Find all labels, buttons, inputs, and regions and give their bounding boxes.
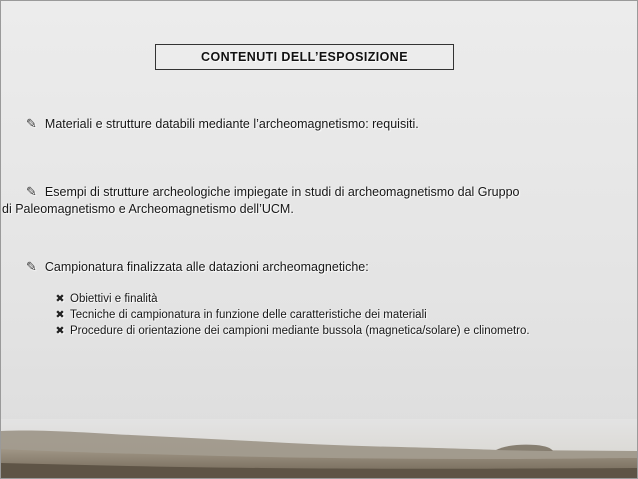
sub-item-1 <box>54 292 158 305</box>
cross-icon: ✖ <box>55 293 65 305</box>
bullet-item-2-text: Esempi di strutture archeologiche impiegate in studi di archeomagnetismo dal Gruppo <box>44 185 520 199</box>
slide-title-box <box>155 44 454 70</box>
pencil-icon: ✎ <box>26 259 37 274</box>
bullet-item-1 <box>26 116 419 132</box>
landscape-image <box>1 419 637 478</box>
bullet-item-2-continuation: di Paleomagnetismo e Archeomagnetismo dell’UCM. <box>2 202 294 216</box>
sub-item-3 <box>54 324 530 337</box>
sub-item-2-text: Tecniche di campionatura in funzione delle caratteristiche dei materiali <box>70 309 427 321</box>
slide-title: CONTENUTI DELL’ESPOSIZIONE <box>201 50 408 64</box>
bullet-item-3-text: Campionatura finalizzata alle datazioni archeomagnetiche: <box>44 260 369 274</box>
sub-item-1-text: Obiettivi e finalità <box>70 293 158 305</box>
bullet-item-2 <box>26 184 519 200</box>
cross-icon: ✖ <box>55 325 65 337</box>
pencil-icon: ✎ <box>26 184 37 199</box>
cross-icon: ✖ <box>55 309 65 321</box>
pencil-icon: ✎ <box>26 116 37 131</box>
sub-item-3-text: Procedure di orientazione dei campioni mediante bussola (magnetica/solare) e clinometro. <box>70 325 530 337</box>
bullet-item-1-text: Materiali e strutture databili mediante l’archeomagnetismo: requisiti. <box>44 117 419 131</box>
sub-item-2 <box>54 308 427 321</box>
bullet-item-3 <box>26 259 369 275</box>
